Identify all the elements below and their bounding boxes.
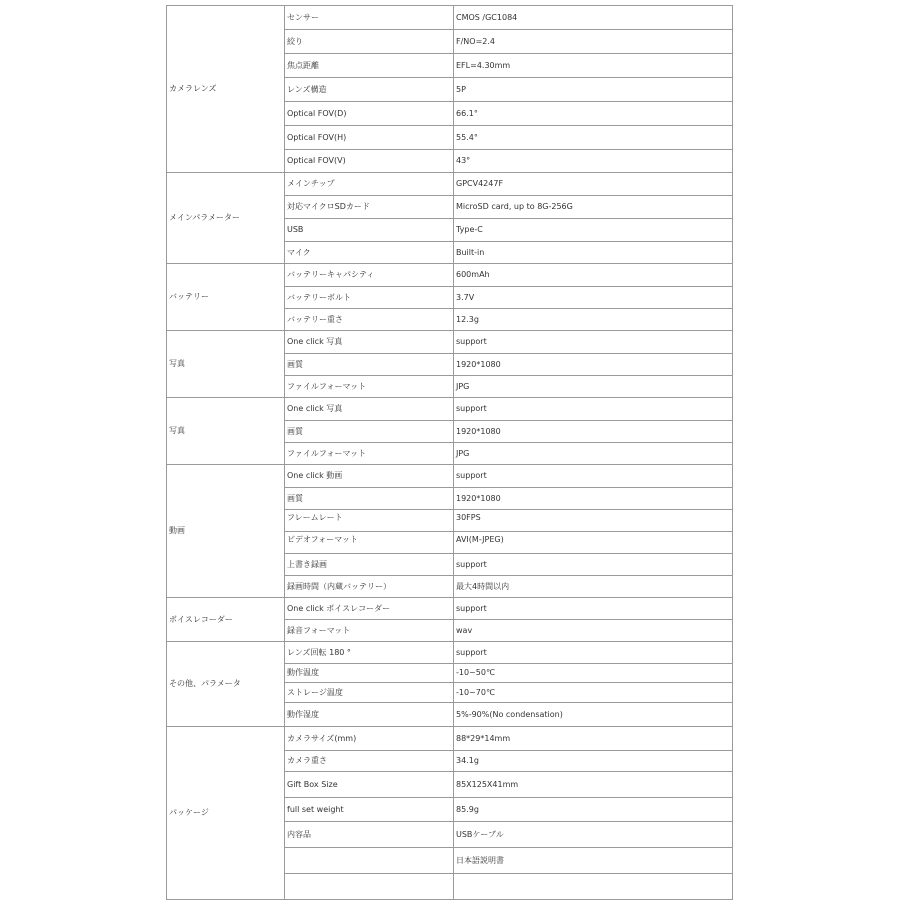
spec-label: マイク [285, 242, 454, 264]
spec-label: 絞り [285, 30, 454, 54]
spec-value: 85X125X41mm [454, 772, 733, 798]
spec-value: 43° [454, 150, 733, 173]
spec-value: support [454, 598, 733, 620]
table-row [167, 264, 733, 287]
spec-label: バッテリーキャパシティ [285, 264, 454, 287]
spec-value: 12.3g [454, 309, 733, 331]
spec-label: カメラサイズ(mm) [285, 727, 454, 751]
spec-label [285, 874, 454, 900]
spec-value: Built-in [454, 242, 733, 264]
spec-table-body [167, 6, 733, 900]
spec-value: MicroSD card, up to 8G-256G [454, 196, 733, 219]
spec-value: support [454, 465, 733, 488]
spec-label: センサー [285, 6, 454, 30]
spec-label [285, 848, 454, 874]
table-row [167, 331, 733, 354]
spec-value: support [454, 331, 733, 354]
spec-label: One click 写真 [285, 331, 454, 354]
spec-label: バッテリー重さ [285, 309, 454, 331]
spec-value: support [454, 642, 733, 664]
spec-label: 録画時間（内蔵バッテリー） [285, 576, 454, 598]
spec-label: Optical FOV(V) [285, 150, 454, 173]
spec-value: 1920*1080 [454, 354, 733, 376]
spec-label: 画質 [285, 488, 454, 510]
table-row [167, 6, 733, 30]
spec-label: ストレージ温度 [285, 683, 454, 703]
spec-label: 対応マイクロSDカード [285, 196, 454, 219]
spec-value: CMOS /GC1084 [454, 6, 733, 30]
spec-label: One click ボイスレコーダー [285, 598, 454, 620]
table-row [167, 173, 733, 196]
spec-label: 録音フォーマット [285, 620, 454, 642]
spec-label: Optical FOV(H) [285, 126, 454, 150]
spec-label: 焦点距離 [285, 54, 454, 78]
category-cell: メインパラメーター [167, 173, 285, 264]
spec-value: F/NO=2.4 [454, 30, 733, 54]
spec-label: メインチップ [285, 173, 454, 196]
spec-label: 動作温度 [285, 664, 454, 683]
spec-label: 内容品 [285, 822, 454, 848]
spec-label: 上書き録画 [285, 554, 454, 576]
spec-value: 88*29*14mm [454, 727, 733, 751]
spec-label: 画質 [285, 354, 454, 376]
spec-label: Gift Box Size [285, 772, 454, 798]
spec-value: 5P [454, 78, 733, 102]
spec-value [454, 874, 733, 900]
spec-value: 34.1g [454, 751, 733, 772]
table-row [167, 642, 733, 664]
spec-value: JPG [454, 376, 733, 398]
spec-label: バッテリーボルト [285, 287, 454, 309]
spec-label: レンズ構造 [285, 78, 454, 102]
spec-value: 1920*1080 [454, 488, 733, 510]
spec-value: USBケーブル [454, 822, 733, 848]
spec-label: カメラ重さ [285, 751, 454, 772]
spec-value: 55.4° [454, 126, 733, 150]
spec-value: 30FPS [454, 510, 733, 532]
category-cell: 写真 [167, 331, 285, 398]
spec-value: Type-C [454, 219, 733, 242]
spec-value: EFL=4.30mm [454, 54, 733, 78]
spec-label: 動作湿度 [285, 703, 454, 727]
spec-value: 最大4時間以内 [454, 576, 733, 598]
category-cell: カメラレンズ [167, 6, 285, 173]
spec-value: 3.7V [454, 287, 733, 309]
spec-value: -10~50℃ [454, 664, 733, 683]
category-cell: バッテリー [167, 264, 285, 331]
spec-label: 画質 [285, 421, 454, 443]
category-cell: 写真 [167, 398, 285, 465]
category-cell: パッケージ [167, 727, 285, 900]
spec-value: 日本語説明書 [454, 848, 733, 874]
spec-value: AVI(M-JPEG) [454, 532, 733, 554]
table-row [167, 465, 733, 488]
spec-value: JPG [454, 443, 733, 465]
spec-label: full set weight [285, 798, 454, 822]
category-cell: その他、パラメータ [167, 642, 285, 727]
spec-table [166, 5, 733, 900]
table-row [167, 598, 733, 620]
spec-value: support [454, 554, 733, 576]
spec-label: ファイルフォーマット [285, 376, 454, 398]
table-row [167, 398, 733, 421]
spec-label: Optical FOV(D) [285, 102, 454, 126]
spec-value: wav [454, 620, 733, 642]
spec-value: 5%-90%(No condensation) [454, 703, 733, 727]
spec-label: ビデオフォーマット [285, 532, 454, 554]
table-row [167, 727, 733, 751]
category-cell: ボイスレコーダー [167, 598, 285, 642]
spec-value: support [454, 398, 733, 421]
spec-label: レンズ回転 180 ° [285, 642, 454, 664]
spec-label: ファイルフォーマット [285, 443, 454, 465]
spec-label: フレームレート [285, 510, 454, 532]
spec-value: GPCV4247F [454, 173, 733, 196]
spec-label: One click 写真 [285, 398, 454, 421]
spec-value: 1920*1080 [454, 421, 733, 443]
spec-value: -10~70℃ [454, 683, 733, 703]
category-cell: 動画 [167, 465, 285, 598]
spec-value: 66.1° [454, 102, 733, 126]
spec-label: USB [285, 219, 454, 242]
spec-value: 85.9g [454, 798, 733, 822]
spec-label: One click 動画 [285, 465, 454, 488]
spec-value: 600mAh [454, 264, 733, 287]
